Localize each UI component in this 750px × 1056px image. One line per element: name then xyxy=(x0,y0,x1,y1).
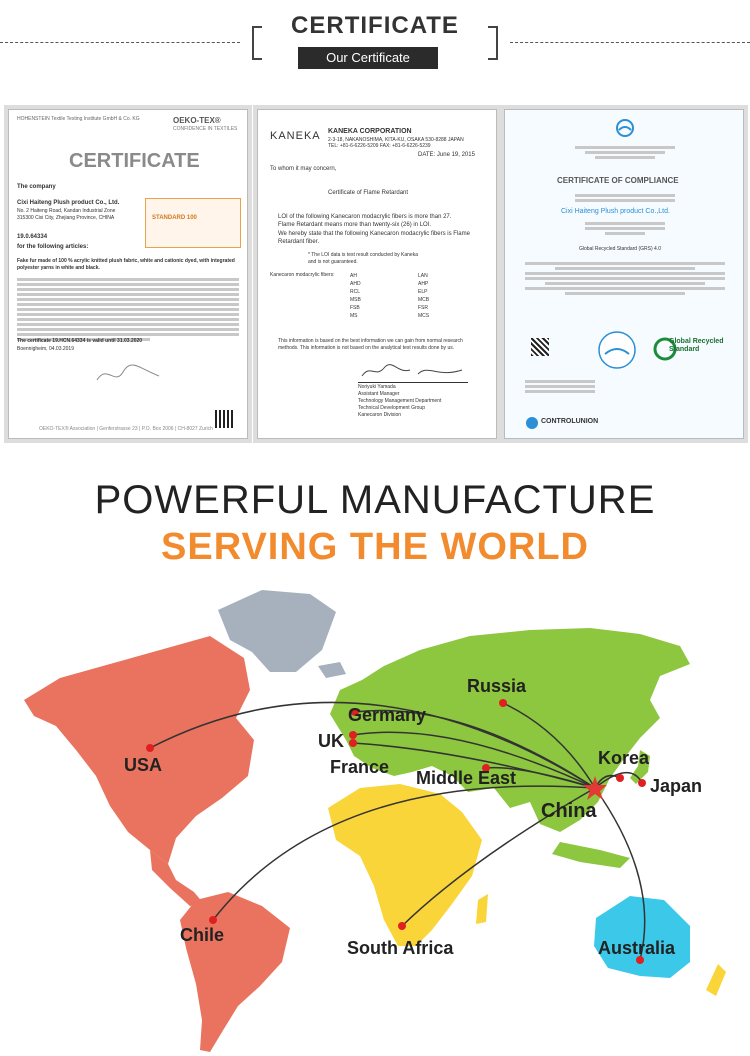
north-america-shape xyxy=(24,636,254,864)
certificate-header xyxy=(0,0,750,90)
world-map xyxy=(0,580,750,1056)
label-korea: Korea xyxy=(598,748,650,768)
control-union-logo-icon xyxy=(615,118,635,138)
signature-image xyxy=(93,360,163,390)
cert1-number: 19.0.64334 xyxy=(17,234,48,240)
cert1-company-label: The company xyxy=(17,184,56,190)
dot-chile xyxy=(209,916,217,924)
cert2-note-2: and is not guaranteed. xyxy=(308,259,358,265)
grs-certificate[interactable] xyxy=(504,109,744,439)
signature-image xyxy=(358,360,468,382)
signer-role: Technical Development Group xyxy=(358,405,425,411)
qr-code-icon xyxy=(215,410,233,428)
signer-name: Noriyuki Yamada xyxy=(358,384,396,390)
control-union-mark-icon xyxy=(525,416,539,430)
label-uk: UK xyxy=(318,731,344,751)
certified-seal-icon xyxy=(597,330,637,370)
dashed-divider-right xyxy=(510,42,750,43)
label-germany: Germany xyxy=(348,705,427,725)
cert2-date: DATE: June 19, 2015 xyxy=(418,152,475,158)
label-south-africa: South Africa xyxy=(347,938,454,958)
fiber-item: AHD xyxy=(350,281,361,287)
cert3-header-text xyxy=(575,144,675,161)
dashed-divider-left xyxy=(0,42,240,43)
dot-usa xyxy=(146,744,154,752)
label-france: France xyxy=(330,757,390,777)
fiber-item: AH xyxy=(350,273,357,279)
south-america-shape xyxy=(180,892,290,1052)
cert3-reg-text xyxy=(575,192,675,204)
cert1-place-date: Boennigheim, 04.03.2019 xyxy=(17,346,74,352)
qr-code-icon xyxy=(531,338,549,356)
label-japan: Japan xyxy=(650,776,703,796)
fiber-item: ELP xyxy=(418,289,428,295)
kaneka-certificate[interactable] xyxy=(257,109,497,439)
cert1-articles: Fake fur made of 100 % acrylic knitted plush fabric, white and cationic dyed, with integrated polyester yarns in white and black. xyxy=(17,258,235,271)
label-australia: Australia xyxy=(598,938,676,958)
dot-south-africa xyxy=(398,922,406,930)
cert1-validity: The certificate 19.HCN.64334 is valid until 31.03.2020 xyxy=(17,338,143,344)
cert2-note-1: * The LOI data is test result conducted by Kaneka xyxy=(308,252,418,258)
fiber-item: AHP xyxy=(418,281,429,287)
fiber-item: FSR xyxy=(418,305,428,311)
africa-shape xyxy=(328,784,482,946)
dot-russia xyxy=(499,699,507,707)
fiber-item: MSB xyxy=(350,297,361,303)
cert2-company: KANEKA CORPORATION xyxy=(328,128,412,135)
fiber-item: MCB xyxy=(418,297,430,303)
fiber-item: MCS xyxy=(418,313,430,319)
kaneka-logo: KANEKA xyxy=(270,130,321,142)
cert3-address-text xyxy=(585,220,665,237)
new-zealand-shape xyxy=(706,964,726,996)
cert2-to: To whom it may concern, xyxy=(270,166,337,172)
madagascar-shape xyxy=(476,894,488,924)
oeko-tex-tagline: CONFIDENCE IN TEXTILES xyxy=(173,126,238,132)
label-middle-east: Middle East xyxy=(416,768,517,788)
cert2-fibers-label: Kanecaron modacrylic fibers: xyxy=(270,272,335,278)
headline-powerful-manufacture: POWERFUL MANUFACTURE xyxy=(94,478,656,522)
cert3-title: CERTIFICATE OF COMPLIANCE xyxy=(557,176,679,185)
cert1-title: CERTIFICATE xyxy=(69,150,200,172)
cert2-body-3: We hereby state that the following Kanecaron modacrylic fibers is Flame Retardant fiber. xyxy=(278,231,470,245)
cert2-phone: TEL: +81-6-6226-5209 FAX: +81-6-6226-5239 xyxy=(328,143,431,149)
label-usa: USA xyxy=(124,755,163,775)
central-america-shape xyxy=(150,850,204,906)
cert1-articles-label: for the following articles: xyxy=(17,244,89,250)
grs-logo-text: Global Recycled Standard xyxy=(669,338,724,353)
cert2-body-1: LOI of the following Kanecaron modacrylic fibers is more than 27. xyxy=(278,214,452,220)
signer-role: Assistant Manager xyxy=(358,391,400,397)
dot-france xyxy=(349,739,357,747)
cert1-address-2: 315300 Cixi City, Zhejiang Province, CHINA xyxy=(17,215,115,221)
iceland-shape xyxy=(318,662,346,678)
cert2-title: Certificate of Flame Retardant xyxy=(328,190,409,196)
australia-shape xyxy=(594,896,690,978)
dot-japan xyxy=(638,779,646,787)
oeko-tex-logo: OEKO-TEX® xyxy=(173,116,221,125)
cert1-footer: OEKO-TEX® Association | Genferstrasse 23 | P.O. Box 2006 | CH-8027 Zurich xyxy=(39,426,213,432)
cert3-footer-brand: CONTROLUNION xyxy=(541,418,599,425)
cert3-body-text xyxy=(525,260,725,297)
label-russia: Russia xyxy=(467,676,527,696)
cert1-company-name: Cixi Haiteng Plush product Co., Ltd. xyxy=(17,200,120,206)
signature-line xyxy=(358,382,468,383)
cert3-company: Cixi Haiteng Plush product Co.,Ltd. xyxy=(561,208,670,215)
cert2-info: This information is based on the best information we can gain from normal research methods. This information is not based on the analytical test results done by us. xyxy=(278,338,463,351)
fiber-list-col-1 xyxy=(350,272,361,320)
label-chile: Chile xyxy=(180,925,225,945)
section-title: CERTIFICATE xyxy=(291,12,459,39)
signer-role: Technology Management Department xyxy=(358,398,442,404)
signer-role: Kanecaron Division xyxy=(358,412,402,418)
headline-serving-the-world: SERVING THE WORLD xyxy=(161,526,589,568)
indonesia-shape xyxy=(552,842,630,868)
fiber-item: LAN xyxy=(418,273,428,279)
dot-korea xyxy=(616,774,624,782)
dot-uk xyxy=(349,731,357,739)
cert3-standard: Global Recycled Standard (GRS) 4.0 xyxy=(579,246,661,252)
oeko-tex-certificate[interactable] xyxy=(8,109,248,439)
cert3-sign-text xyxy=(525,378,595,395)
cert1-address-1: No. 2 Haiteng Road, Kandan Industrial Zone xyxy=(17,208,116,214)
fiber-item: FSB xyxy=(350,305,360,311)
cert1-body-text xyxy=(17,276,239,343)
cert2-body-2: Flame Retardant means more than twenty-six (26) in LOI. xyxy=(278,222,432,228)
fiber-item: MS xyxy=(350,313,358,319)
fiber-list-col-2 xyxy=(418,272,429,320)
section-subtitle: Our Certificate xyxy=(298,47,438,69)
standard-100-badge: STANDARD 100 xyxy=(145,198,241,248)
cert2-address: 2-3-18, NAKANOSHIMA, KITA-KU, OSAKA 530-8288 JAPAN xyxy=(328,137,464,143)
cert2-signer-block xyxy=(358,384,441,419)
fiber-item: RCL xyxy=(350,289,361,295)
cert1-small-header: HOHENSTEIN Textile Testing Institute GmbH & Co. KG xyxy=(17,116,140,122)
label-china: China xyxy=(541,800,597,822)
